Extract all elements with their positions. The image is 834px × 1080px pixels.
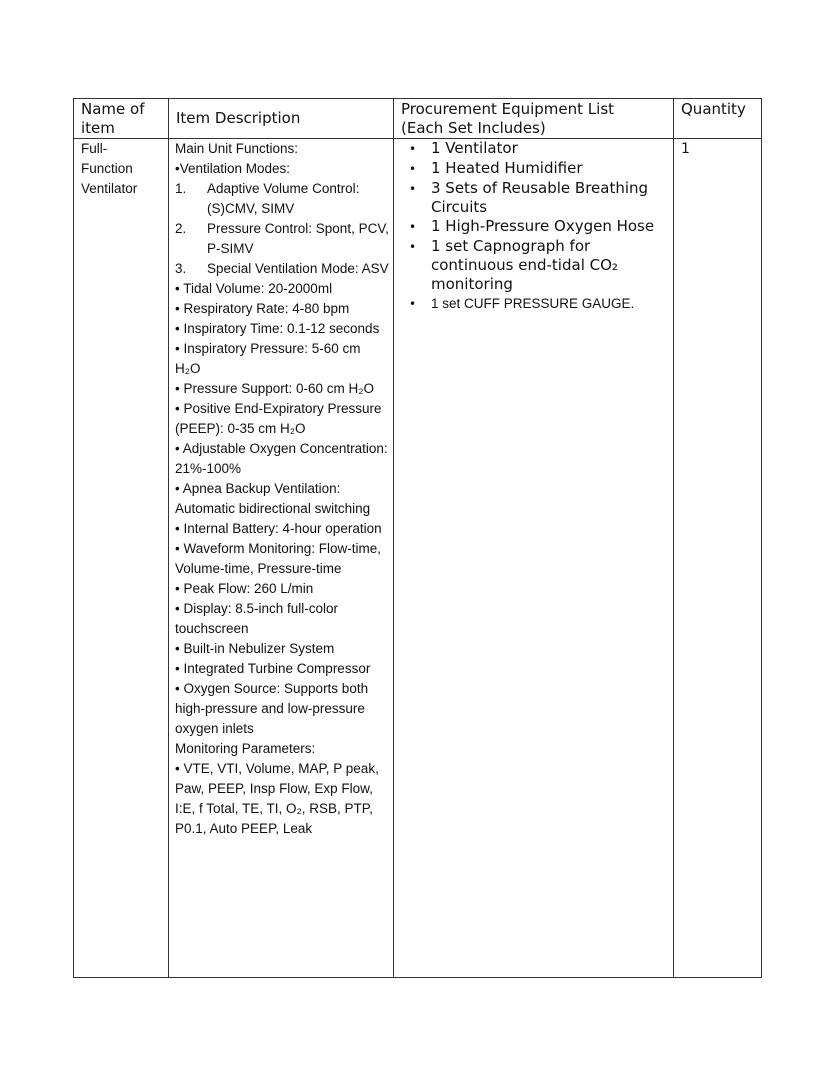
equipment-list — [394, 139, 673, 314]
mode-text: Special Ventilation Mode: ASV — [207, 261, 389, 276]
spec-item: • Adjustable Oxygen Concentration: 21%-100% — [175, 441, 388, 476]
equipment-spec-table — [73, 98, 762, 978]
spec-item: • Display: 8.5-inch full-color touchscreen — [175, 601, 339, 636]
spec-item: • Tidal Volume: 20-2000ml — [175, 281, 333, 296]
mode-number: 2. — [175, 221, 187, 236]
equipment-item-text: 1 High-Pressure Oxygen Hose — [431, 217, 655, 235]
mode-number: 3. — [175, 261, 187, 276]
spec-item: • Positive End-Expiratory Pressure (PEEP): 0-35 cm H₂O — [175, 401, 382, 436]
bullet: • — [408, 220, 417, 234]
mode-text: Pressure Control: Spont, PCV, P-SIMV — [207, 221, 389, 256]
bullet: • — [408, 182, 417, 196]
equipment-item-text: 1 Heated Humidifier — [431, 159, 583, 177]
spec-item: • Integrated Turbine Compressor — [175, 661, 371, 676]
procurement-list-cell — [394, 139, 674, 978]
header-procurement-list: Procurement Equipment List (Each Set Includes) — [394, 99, 674, 139]
equipment-item-text: 1 set Capnograph for continuous end-tidal CO₂ monitoring — [431, 237, 618, 293]
item-description-cell — [169, 139, 394, 978]
mode-item — [175, 219, 389, 259]
spec-item: • Peak Flow: 260 L/min — [175, 581, 314, 596]
monitoring-parameters-label: Monitoring Parameters: — [175, 741, 316, 756]
item-name-line: Full- — [81, 141, 108, 156]
bullet: • — [408, 240, 417, 254]
equipment-item-text: 1 Ventilator — [431, 139, 518, 157]
quantity-cell — [674, 139, 762, 978]
quantity-value: 1 — [681, 141, 690, 157]
spec-item: • Internal Battery: 4-hour operation — [175, 521, 382, 536]
item-name-line: Ventilator — [81, 181, 138, 196]
spec-item: • Built-in Nebulizer System — [175, 641, 335, 656]
spec-item: • Respiratory Rate: 4-80 bpm — [175, 301, 350, 316]
table-header-row — [74, 99, 762, 139]
item-name-line: Function — [81, 161, 133, 176]
list-item — [394, 237, 669, 294]
bullet: • — [408, 162, 417, 176]
spec-item: • Waveform Monitoring: Flow-time, Volume-time, Pressure-time — [175, 541, 382, 576]
spec-item: • Pressure Support: 0-60 cm H₂O — [175, 381, 375, 396]
list-item — [394, 217, 669, 237]
spec-item: • Inspiratory Pressure: 5-60 cm H₂O — [175, 341, 361, 376]
mode-item — [175, 259, 389, 279]
table-row — [74, 139, 762, 978]
mode-text: Adaptive Volume Control: (S)CMV, SIMV — [207, 181, 360, 216]
header-item-description: Item Description — [169, 99, 394, 139]
ventilation-modes-label: •Ventilation Modes: — [175, 161, 291, 176]
spec-item: • Inspiratory Time: 0.1-12 seconds — [175, 321, 380, 336]
list-item — [394, 179, 669, 217]
mode-item — [175, 179, 389, 219]
monitoring-parameters-list: • VTE, VTI, Volume, MAP, P peak, Paw, PEEP, Insp Flow, Exp Flow, I:E, f Total, TE, TI, O₂, RSB, PTP, P0.1, Auto PEEP, Leak — [175, 761, 379, 836]
bullet: • — [408, 142, 417, 156]
equipment-item-text: 1 set CUFF PRESSURE GAUGE. — [431, 296, 635, 311]
list-item — [394, 159, 669, 179]
item-name-cell — [74, 139, 169, 978]
main-unit-label: Main Unit Functions: — [175, 141, 299, 156]
header-name-of-item: Name of item — [74, 99, 169, 139]
spec-item: • Apnea Backup Ventilation: Automatic bidirectional switching — [175, 481, 371, 516]
spec-item: • Oxygen Source: Supports both high-pressure and low-pressure oxygen inlets — [175, 681, 369, 736]
header-quantity: Quantity — [674, 99, 762, 139]
bullet: • — [408, 297, 417, 311]
equipment-item-text: 3 Sets of Reusable Breathing Circuits — [431, 179, 649, 216]
mode-number: 1. — [175, 181, 187, 196]
list-item — [394, 139, 669, 159]
list-item — [394, 294, 669, 314]
